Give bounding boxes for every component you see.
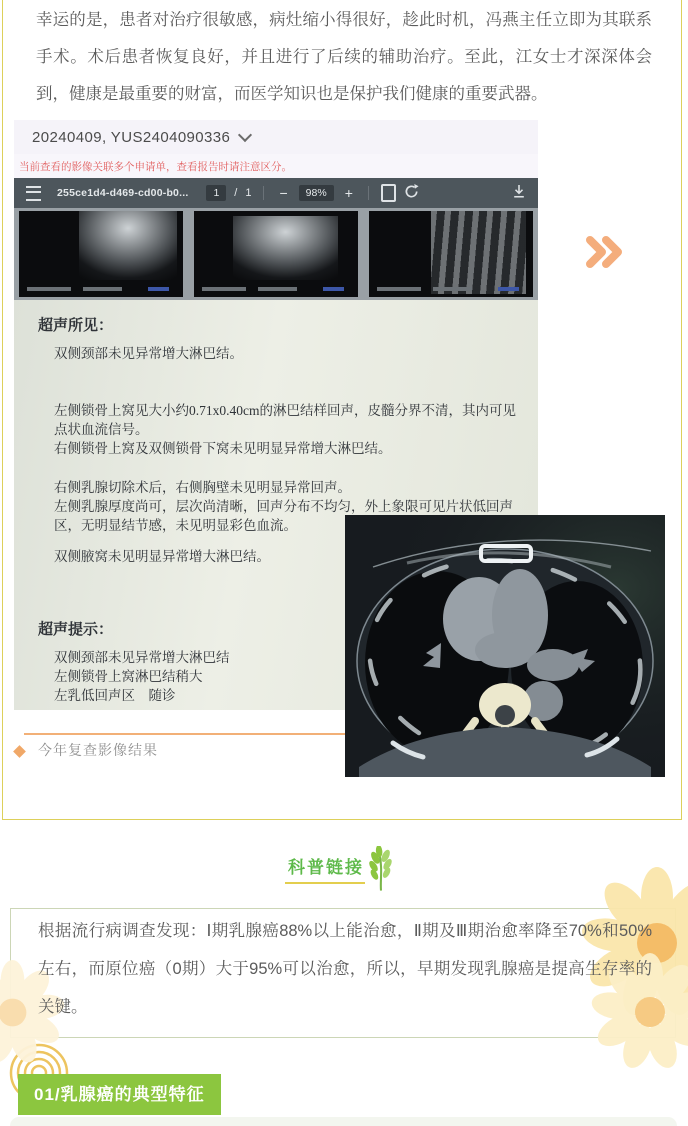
section-header-badge: 01/乳腺癌的典型特征 [18, 1074, 221, 1115]
impression-line: 左乳低回声区 随诊 [54, 688, 176, 703]
impression-title: 超声提示： [38, 622, 114, 638]
ultrasound-thumbnails [14, 208, 538, 300]
chevron-down-icon [238, 128, 252, 142]
study-selector[interactable] [14, 120, 538, 154]
science-link-heading: 科普链接 [288, 858, 364, 877]
findings-title: 超声所见： [38, 318, 114, 334]
stats-paragraph: 根据流行病调查发现：Ⅰ期乳腺癌88%以上能治愈，Ⅱ期及Ⅲ期治愈率降至70%和50%左右，而原位癌（0期）大于95%可以治愈，所以，早期发现乳腺癌是提高生存率的关键。 [38, 922, 652, 1016]
ultrasound-thumbnail [369, 211, 533, 297]
ultrasound-thumbnail [19, 211, 183, 297]
page-number-input[interactable]: 1 [206, 185, 226, 201]
download-icon[interactable] [512, 184, 526, 202]
next-section-card-top [10, 1117, 677, 1126]
pdf-filename: 255ce1d4-d469-cd00-b0... [57, 187, 189, 199]
page-separator: / [234, 187, 238, 199]
toolbar-divider [368, 186, 369, 200]
page-total: 1 [245, 187, 252, 199]
science-link-underline [285, 882, 365, 884]
finding-line: 左侧锁骨上窝见大小约0.71x0.40cm的淋巴结样回声，皮髓分界不清，其内可见点状血流信号。 [54, 403, 516, 437]
wheat-icon [366, 846, 396, 892]
impression-line: 双侧颈部未见异常增大淋巴结 [54, 650, 230, 665]
toolbar-divider [263, 186, 264, 200]
zoom-in-button[interactable]: + [344, 185, 353, 201]
ct-scan-image [345, 515, 665, 777]
finding-line: 右侧乳腺切除术后，右侧胸壁未见明显异常回声。 [54, 480, 351, 495]
zoom-level-input[interactable]: 98% [299, 185, 334, 201]
study-selector-label: 20240409, YUS2404090336 [32, 128, 231, 146]
fit-page-icon[interactable] [381, 184, 396, 202]
finding-line: 双侧腋窝未见明显异常增大淋巴结。 [54, 549, 270, 564]
double-chevron-icon [586, 236, 622, 268]
notice-text: 当前查看的影像关联多个申请单，查看报告时请注意区分。 [19, 160, 292, 173]
hamburger-menu-icon[interactable] [26, 186, 41, 201]
rotate-icon[interactable] [404, 184, 419, 202]
finding-line: 右侧锁骨上窝及双侧锁骨下窝未见明显异常增大淋巴结。 [54, 441, 392, 456]
finding-line: 双侧颈部未见异常增大淋巴结。 [54, 346, 243, 361]
intro-paragraph: 幸运的是，患者对治疗很敏感，病灶缩小得很好，趁此时机，冯燕主任立即为其联系手术。术后患者恢复良好，并且进行了后续的辅助治疗。至此，江女士才深深体会到，健康是最重要的财富，而医学知识也是保护我们健康的重要武器。 [36, 11, 652, 103]
notice-banner [14, 154, 538, 178]
image-caption: 今年复查影像结果 [38, 742, 158, 758]
pdf-toolbar [14, 178, 538, 208]
ultrasound-thumbnail [194, 211, 358, 297]
impression-line: 左侧锁骨上窝淋巴结稍大 [54, 669, 203, 684]
zoom-out-button[interactable]: − [279, 185, 288, 201]
finding-line: 左侧乳腺厚度尚可，层次尚清晰，回声分布不均匀，外上象限可见片状低回声区，无明显结节感，未见明显彩色血流。 [54, 499, 513, 533]
